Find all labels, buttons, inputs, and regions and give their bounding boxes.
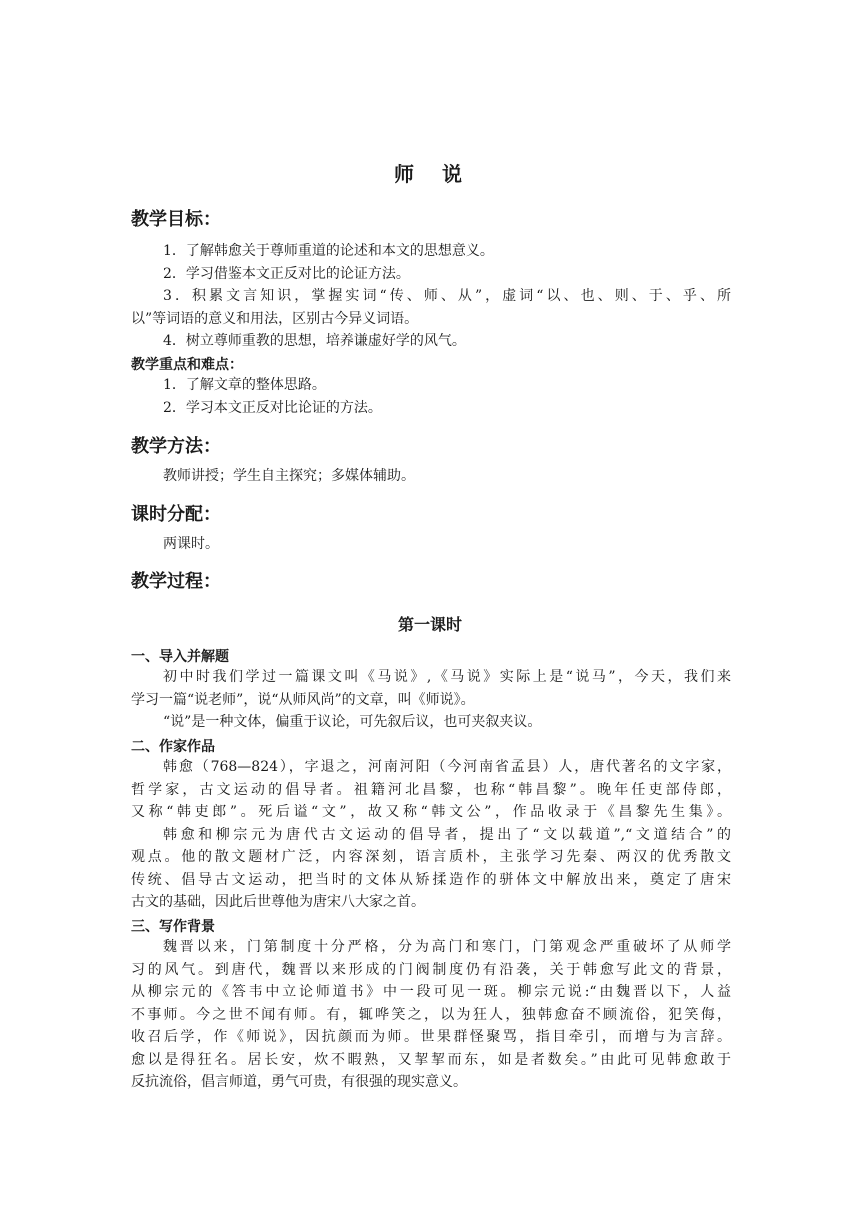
methods-text-block [131,465,731,488]
paragraph-line: 魏晋以来，门第制度十分严格，分为高门和寒门，门第观念严重破坏了从师学 [163,939,731,955]
objective-item: 以”等词语的意义和用法，区别古今异义词语。 [131,310,419,327]
objective-item: 3．积累文言知识，掌握实词“传、师、从”，虚词“以、也、则、于、乎、所 [163,288,731,304]
key-points-list [131,374,731,419]
paragraph-line: “说”是一种文体，偏重于议论，可先叙后议，也可夹叙夹议。 [163,714,542,730]
methods-text: 教师讲授；学生自主探究；多媒体辅助。 [163,468,415,484]
lesson-title: 第一课时 [397,615,462,634]
page-title: 师 说 [394,162,466,186]
objectives-list [131,240,731,353]
paragraph-line: 习的风气。到唐代，魏晋以来形成的门阀制度仍有沿袭，关于韩愈写此文的背景， [131,961,731,978]
paragraph-line: 从柳宗元的《答韦中立论师道书》中一段可见一斑。柳宗元说:“由魏晋以下，人益 [131,984,731,1000]
objective-item: 1．了解韩愈关于尊师重道的论述和本文的思想意义。 [163,243,494,259]
paragraph-line: 不事师。今之世不闻有师。有，辄哗笑之，以为狂人，独韩愈奋不顾流俗，犯笑侮， [131,1006,731,1023]
objective-item: 2．学习借鉴本文正反对比的论证方法。 [163,265,410,282]
schedule-text: 两课时。 [163,536,219,552]
section-background-body [131,936,731,1094]
paragraph-line: 收召后学，作《师说》，因抗颜而为师。世果群怪聚骂，指目牵引，而增与为言辞。 [131,1029,731,1045]
paragraph-line: 传统、倡导古文运动，把当时的文体从矫揉造作的骈体文中解放出来，奠定了唐宋 [131,871,731,888]
paragraph-line: 韩愈和柳宗元为唐代古文运动的倡导者，提出了“文以载道”,“文道结合”的 [163,826,731,843]
paragraph-line: 又称“韩吏郎”。死后谥“文”，故又称“韩文公”，作品收录于《昌黎先生集》。 [131,804,731,820]
heading-methods: 教学方法： [131,436,221,457]
heading-key-points: 教学重点和难点： [131,357,243,373]
objective-item: 4．树立尊师重教的思想，培养谦虚好学的风气。 [163,333,466,349]
heading-schedule: 课时分配： [131,504,221,525]
paragraph-line: 愈以是得狂名。居长安，炊不暇熟，又挈挈而东，如是者数矣。”由此可见韩愈敢于 [131,1051,731,1068]
section-title-background: 三、写作背景 [131,919,215,935]
section-author-body [131,756,731,914]
section-title-author: 二、作家作品 [131,739,215,755]
heading-process: 教学过程： [131,571,221,592]
paragraph-line: 古文的基础，因此后世尊他为唐宋八大家之首。 [131,894,425,910]
paragraph-line: 哲学家，古文运动的倡导者。祖籍河北昌黎，也称“韩昌黎”。晚年任吏部侍郎， [131,781,731,798]
section-intro-body [131,666,731,734]
paragraph-line: 初中时我们学过一篇课文叫《马说》,《马说》实际上是“说马”，今天，我们来 [163,669,731,685]
section-title-intro: 一、导入并解题 [131,649,229,665]
paragraph-line: 韩愈（768—824），字退之，河南河阳（今河南省孟县）人，唐代著名的文字家， [163,759,731,775]
key-point-item: 2．学习本文正反对比论证的方法。 [163,399,382,416]
paragraph-line: 反抗流俗，倡言师道，勇气可贵，有很强的现实意义。 [131,1074,467,1090]
schedule-text-block [131,533,731,556]
key-point-item: 1．了解文章的整体思路。 [163,377,326,393]
paragraph-line: 观点。他的散文题材广泛，内容深刻，语言质朴，主张学习先秦、两汉的优秀散文 [131,849,731,865]
heading-objectives: 教学目标： [131,209,221,230]
paragraph-line: 学习一篇“说老师”，说“从师风尚”的文章，叫《师说》。 [131,691,475,708]
